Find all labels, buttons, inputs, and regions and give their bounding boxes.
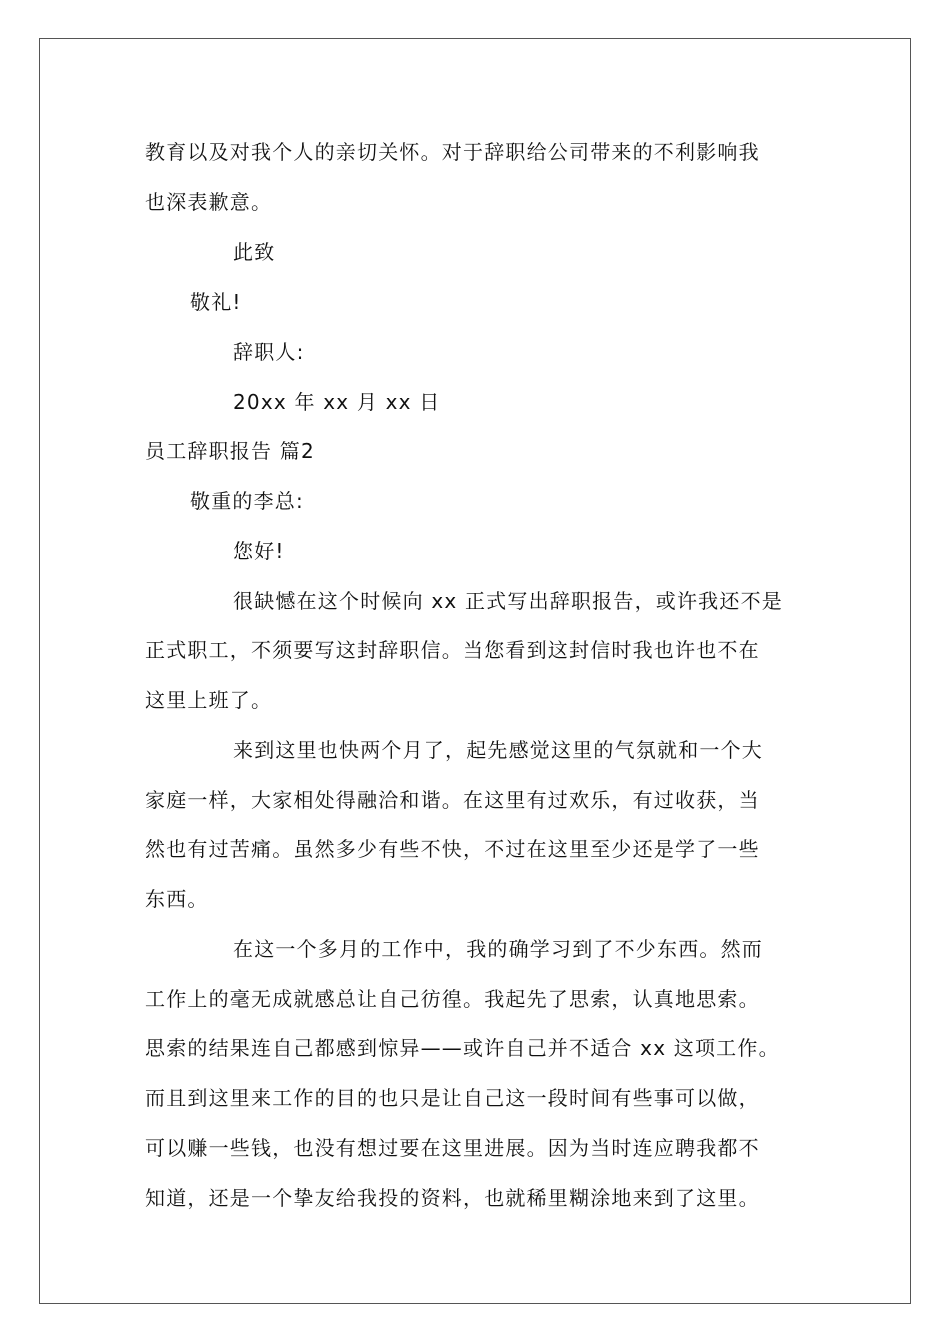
paragraph-line: 思索的结果连自己都感到惊异——或许自己并不适合 xx 这项工作。 [145,1036,780,1060]
paragraph-line: 然也有过苦痛。虽然多少有些不快，不过在这里至少还是学了一些 [145,837,760,861]
text-line: 教育以及对我个人的亲切关怀。对于辞职给公司带来的不利影响我 [145,140,760,164]
page-border [39,38,911,1304]
paragraph-line: 这里上班了。 [145,688,273,712]
closing-phrase: 此致 [233,240,276,264]
paragraph-line: 知道，还是一个挚友给我投的资料，也就稀里糊涂地来到了这里。 [145,1186,760,1210]
paragraph-line: 很缺憾在这个时候向 xx 正式写出辞职报告，或许我还不是 [233,589,783,613]
paragraph-line: 工作上的毫无成就感总让自己彷徨。我起先了思索，认真地思索。 [145,987,760,1011]
paragraph-line: 来到这里也快两个月了，起先感觉这里的气氛就和一个大 [233,738,763,762]
paragraph-line: 而且到这里来工作的目的也只是让自己这一段时间有些事可以做， [145,1086,760,1110]
paragraph-line: 可以赚一些钱，也没有想过要在这里进展。因为当时连应聘我都不 [145,1136,760,1160]
closing-salute: 敬礼! [190,290,242,314]
paragraph-line: 东西。 [145,887,209,911]
paragraph-line: 正式职工，不须要写这封辞职信。当您看到这封信时我也许也不在 [145,638,760,662]
signature-label: 辞职人: [233,340,305,364]
greeting: 您好! [233,539,285,563]
paragraph-line: 家庭一样，大家相处得融洽和谐。在这里有过欢乐，有过收获，当 [145,788,760,812]
paragraph-line: 在这一个多月的工作中，我的确学习到了不少东西。然而 [233,937,763,961]
text-line: 也深表歉意。 [145,190,273,214]
salutation: 敬重的李总: [190,489,304,513]
date-line: 20xx 年 xx 月 xx 日 [233,390,441,414]
section-heading: 员工辞职报告 篇2 [145,439,315,463]
